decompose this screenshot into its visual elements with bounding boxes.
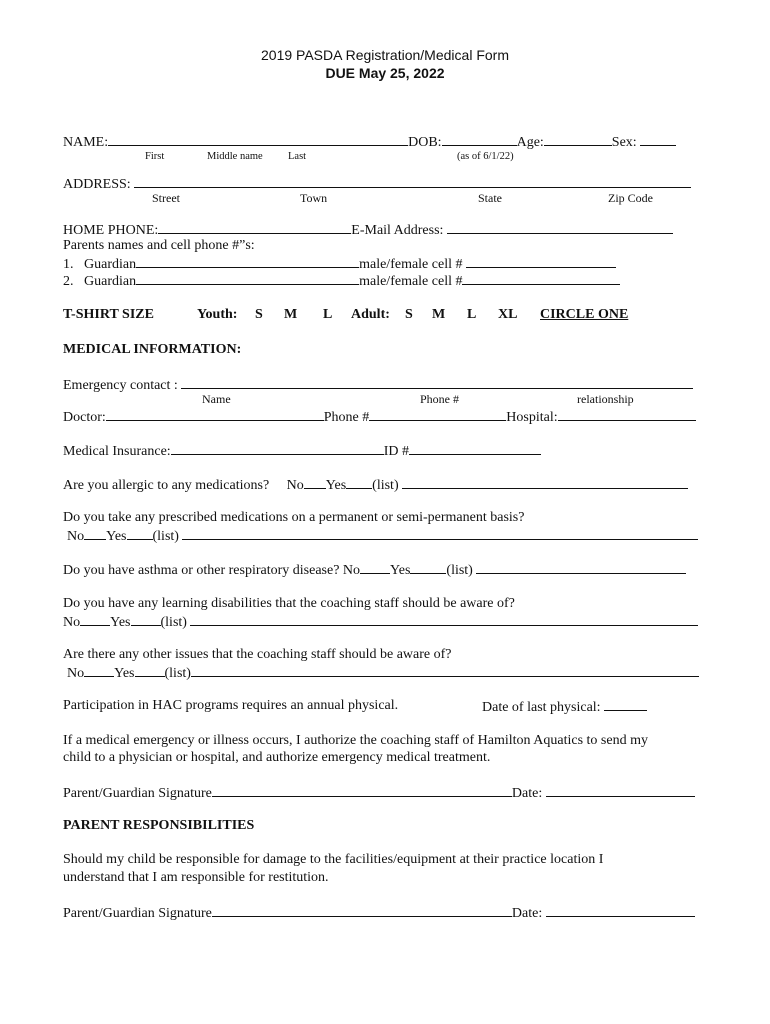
prescribed-yes: Yes [106,529,127,544]
responsibilities-date-label: Date: [511,906,543,921]
guardian-1-row [63,255,616,273]
physical-date-label: Date of last physical: [482,700,601,715]
guardian-2-label: Guardian [84,274,137,289]
other-list: (list) [164,666,191,681]
learning-no: No [63,615,81,630]
learning-list-field[interactable] [190,613,698,626]
last-caption: Last [288,151,307,162]
emergency-label: Emergency contact : [63,378,178,393]
email-label: E-Mail Address: [351,223,444,238]
other-yes-field[interactable] [135,664,165,677]
emergency-name-caption: Name [202,392,231,406]
physical-note: Participation in HAC programs requires an annual physical. [63,698,399,713]
allergy-question: Are you allergic to any medications? [63,478,270,493]
dob-field[interactable] [442,133,517,146]
guardian-1-name-field[interactable] [136,255,359,268]
emergency-field[interactable] [181,376,693,389]
learning-yes: Yes [110,615,131,630]
allergy-yes: Yes [325,478,347,493]
prescribed-row [67,527,698,545]
age-note: (as of 6/1/22) [457,151,514,162]
allergy-list: (list) [372,478,399,493]
guardian-1-label: Guardian [84,257,137,272]
other-no: No [67,666,85,681]
first-caption: First [145,151,165,162]
address-label: ADDRESS: [63,177,131,192]
insurance-id-label: ID # [383,444,409,459]
asthma-list: (list) [446,563,473,578]
home-phone-label: HOME PHONE: [63,223,159,238]
asthma-row [63,561,686,579]
asthma-yes-field[interactable] [410,561,446,574]
home-phone-field[interactable] [158,221,351,234]
name-field[interactable] [108,133,408,146]
guardian-2-number: 2. [63,274,74,289]
authorize-line-2: child to a physician or hospital, and authorize emergency medical treatment. [63,750,491,765]
asthma-no: No [342,563,361,578]
responsibilities-heading: PARENT RESPONSIBILITIES [63,818,255,833]
asthma-no-field[interactable] [360,561,390,574]
adult-label: Adult: [351,307,390,322]
allergy-list-field[interactable] [402,476,688,489]
medical-heading: MEDICAL INFORMATION: [63,342,242,357]
insurance-row [63,442,541,460]
middle-caption: Middle name [207,151,263,162]
guardian-2-cell-field[interactable] [462,272,620,285]
youth-size-s[interactable]: S [255,307,263,322]
prescribed-no: No [67,529,85,544]
medical-signature-row [63,784,695,802]
physical-date-field[interactable] [604,698,647,711]
allergy-yes-field[interactable] [346,476,372,489]
hospital-field[interactable] [558,408,696,421]
parents-heading: Parents names and cell phone #”s: [63,238,255,253]
other-question: Are there any other issues that the coaching staff should be aware of? [63,647,452,662]
prescribed-no-field[interactable] [84,527,106,540]
guardian-1-cell-label: male/female cell # [359,257,463,272]
due-date: DUE May 25, 2022 [325,65,445,81]
medical-date-label: Date: [511,786,543,801]
adult-size-m[interactable]: M [432,307,446,322]
other-yes: Yes [114,666,135,681]
learning-yes-field[interactable] [131,613,161,626]
learning-no-field[interactable] [80,613,110,626]
youth-size-l[interactable]: L [323,307,333,322]
allergy-no-field[interactable] [304,476,326,489]
guardian-1-cell-field[interactable] [466,255,616,268]
responsibilities-line-2: understand that I am responsible for restitution. [63,870,329,885]
guardian-2-row [63,272,620,290]
dob-label: DOB: [408,135,442,150]
hospital-label: Hospital: [506,410,558,425]
medical-date-field[interactable] [546,784,695,797]
learning-question: Do you have any learning disabilities that the coaching staff should be aware of? [63,596,515,611]
responsibilities-line-1: Should my child be responsible for damage to the facilities/equipment at their practice location I [63,852,604,867]
authorize-line-1: If a medical emergency or illness occurs, I authorize the coaching staff of Hamilton Aquatics to send my [63,733,648,748]
phone-row [63,221,673,239]
other-no-field[interactable] [84,664,114,677]
age-label: Age: [516,135,544,150]
emergency-relationship-caption: relationship [577,392,634,406]
asthma-yes: Yes [390,563,411,578]
learning-list: (list) [160,615,187,630]
name-label: NAME: [63,135,109,150]
adult-size-s[interactable]: S [405,307,413,322]
guardian-1-number: 1. [63,257,74,272]
responsibilities-signature-row [63,904,695,922]
responsibilities-signature-label: Parent/Guardian Signature [63,906,212,921]
name-row [63,133,676,151]
zip-caption: Zip Code [608,191,653,205]
tshirt-label: T-SHIRT SIZE [63,307,154,322]
prescribed-question: Do you take any prescribed medications on a permanent or semi-permanent basis? [63,510,525,525]
prescribed-list: (list) [152,529,179,544]
doctor-phone-label: Phone # [323,410,370,425]
address-field[interactable] [134,175,691,188]
asthma-question: Do you have asthma or other respiratory disease? [63,563,340,578]
sex-label: Sex: [611,135,637,150]
youth-size-m[interactable]: M [284,307,298,322]
allergy-no: No [286,478,304,493]
emergency-phone-caption: Phone # [420,392,459,406]
prescribed-list-field[interactable] [182,527,698,540]
circle-one-note: CIRCLE ONE [540,307,629,322]
responsibilities-signature-field[interactable] [212,904,512,917]
medical-signature-field[interactable] [212,784,512,797]
physical-date-row [482,698,647,716]
youth-label: Youth: [197,307,238,322]
street-caption: Street [152,191,180,205]
doctor-phone-field[interactable] [369,408,506,421]
insurance-id-field[interactable] [409,442,541,455]
doctor-label: Doctor: [63,410,106,425]
email-field[interactable] [447,221,673,234]
learning-row [63,613,698,631]
doctor-field[interactable] [106,408,324,421]
age-field[interactable] [544,133,612,146]
other-list-field[interactable] [191,664,699,677]
responsibilities-date-field[interactable] [546,904,695,917]
doctor-row [63,408,696,426]
form-title: 2019 PASDA Registration/Medical Form [261,47,509,63]
allergy-row [63,476,688,494]
state-caption: State [478,191,502,205]
sex-field[interactable] [640,133,676,146]
asthma-list-field[interactable] [476,561,686,574]
prescribed-yes-field[interactable] [127,527,153,540]
guardian-2-name-field[interactable] [136,272,359,285]
medical-signature-label: Parent/Guardian Signature [63,786,212,801]
town-caption: Town [300,191,328,205]
guardian-2-cell-label: male/female cell # [359,274,463,289]
insurance-field[interactable] [171,442,384,455]
adult-size-xl[interactable]: XL [498,307,518,322]
other-row [67,664,699,682]
insurance-label: Medical Insurance: [63,444,171,459]
adult-size-l[interactable]: L [467,307,477,322]
